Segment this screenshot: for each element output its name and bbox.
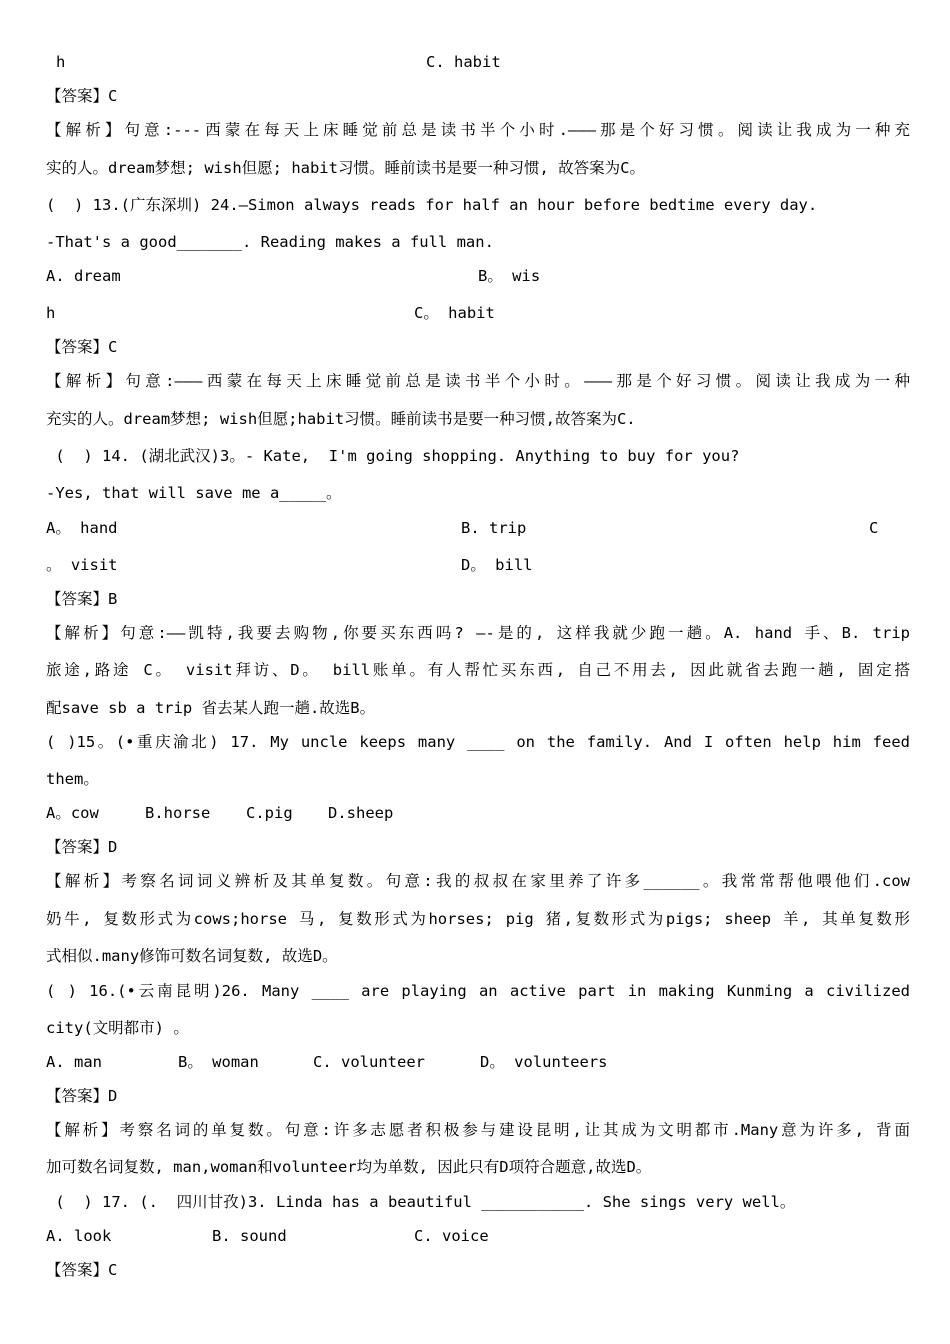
option-b: B. trip (461, 519, 527, 537)
analysis-line: 【解析】考察名词词义辨析及其单复数。句意:我的叔叔在家里养了许多______。我常常帮他喂他们.cow (46, 872, 910, 890)
answer-label: 【答案】C (46, 1261, 118, 1279)
analysis-line: 式相似.many修饰可数名词复数, 故选D。 (46, 947, 338, 965)
option-b: B. sound (212, 1227, 287, 1245)
answer-label: 【答案】C (46, 338, 118, 356)
option-c: C. voice (414, 1227, 489, 1245)
question-16: ( ) 16.(•云南昆明)26. Many ____ are playing an active part in making Kunming a civilized (46, 982, 910, 1000)
analysis-line: 【解析】句意:———西蒙在每天上床睡觉前总是读书半个小时。———那是个好习惯。阅读让我成为一种 (46, 372, 910, 390)
option-c: C. volunteer (313, 1053, 425, 1071)
option-d: D。 bill (461, 556, 533, 574)
question-14: ( ) 14. (湖北武汉)3。- Kate, I'm going shopping. Anything to buy for you? (46, 447, 740, 465)
option-b: B。 wis (478, 267, 541, 285)
question-13: ( ) 13.(广东深圳) 24.—Simon always reads for half an hour before bedtime every day. (46, 196, 818, 214)
analysis-line: 【解析】考察名词的单复数。句意:许多志愿者积极参与建设昆明,让其成为文明都市.Many意为许多, 背面 (46, 1121, 910, 1139)
question-line: city(文明都市) 。 (46, 1019, 189, 1037)
option-a: A。cow (46, 804, 99, 822)
analysis-line: 奶牛, 复数形式为cows;horse 马, 复数形式为horses; pig 猪,复数形式为pigs; sheep 羊, 其单复数形 (46, 910, 910, 928)
option-d: D。 volunteers (480, 1053, 608, 1071)
answer-label: 【答案】D (46, 1087, 118, 1105)
answer-label: 【答案】B (46, 590, 118, 608)
option-c-marker: C (869, 519, 879, 537)
question-line: -That's a good_______. Reading makes a full man. (46, 233, 494, 251)
option-d: D.sheep (328, 804, 394, 822)
analysis-line: 【解析】句意:---西蒙在每天上床睡觉前总是读书半个小时.———那是个好习惯。阅读让我成为一种充 (46, 121, 910, 139)
analysis-line: 充实的人。dream梦想; wish但愿;habit习惯。睡前读书是要一种习惯,故答案为C. (46, 410, 636, 428)
analysis-line: 加可数名词复数, man,woman和volunteer均为单数, 因此只有D项符合题意,故选D。 (46, 1158, 652, 1176)
option-fragment: h (46, 304, 56, 322)
analysis-line: 【解析】句意:——凯特,我要去购物,你要买东西吗? —-是的, 这样我就少跑一趟。A. hand 手、B. trip (46, 624, 910, 642)
analysis-line: 旅途,路途 C。 visit拜访、D。 bill账单。有人帮忙买东西, 自己不用去, 因此就省去跑一趟, 固定搭 (46, 661, 910, 679)
question-15: ( )15。(•重庆渝北) 17. My uncle keeps many ____ on the family. And I often help him feed (46, 733, 910, 751)
option-a: A. man (46, 1053, 102, 1071)
option-c: C.pig (246, 804, 293, 822)
answer-label: 【答案】C (46, 87, 118, 105)
option-c: C。 habit (414, 304, 495, 322)
analysis-line: 配save sb a trip 省去某人跑一趟.故选B。 (46, 699, 376, 717)
question-17: ( ) 17. (. 四川甘孜)3. Linda has a beautiful ___________. She sings very well。 (46, 1193, 796, 1211)
question-line: them。 (46, 770, 99, 788)
option-c: 。 visit (46, 556, 118, 574)
option-c: C. habit (426, 53, 501, 71)
option-b: B.horse (145, 804, 211, 822)
question-line: -Yes, that will save me a_____。 (46, 484, 342, 502)
option-b: B。 woman (178, 1053, 259, 1071)
option-a: A. look (46, 1227, 112, 1245)
option-a: A. dream (46, 267, 121, 285)
analysis-line: 实的人。dream梦想; wish但愿; habit习惯。睡前读书是要一种习惯, 故答案为C。 (46, 159, 645, 177)
option-a: A。 hand (46, 519, 118, 537)
answer-label: 【答案】D (46, 838, 118, 856)
option-fragment: h (56, 53, 66, 71)
